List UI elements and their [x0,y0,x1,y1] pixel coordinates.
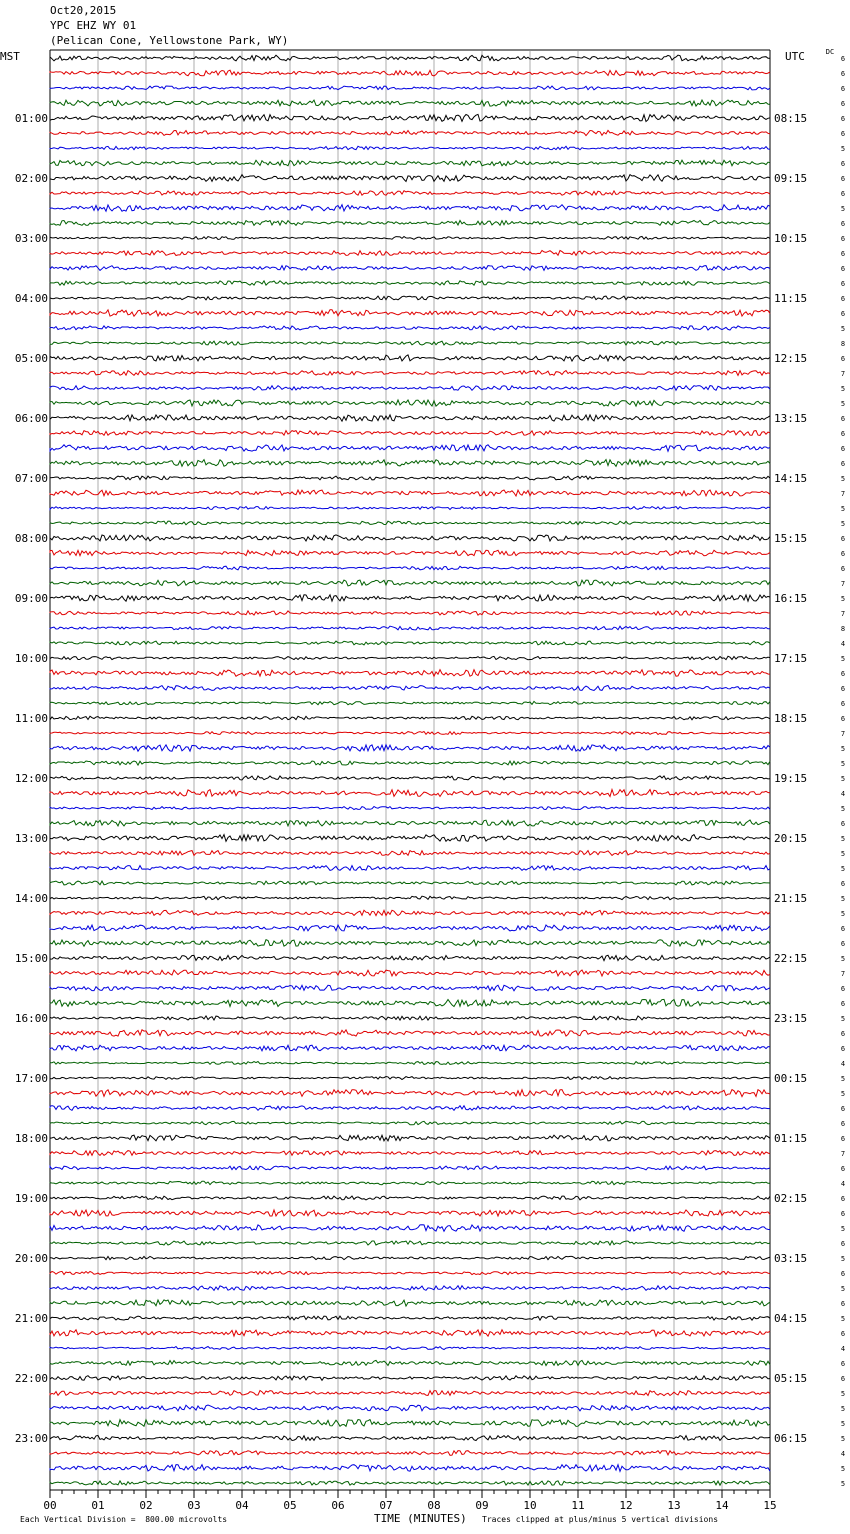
dc-offset-label: 5 [840,1315,846,1323]
hour-label-utc: 14:15 [774,472,808,485]
x-tick-label: 13 [667,1499,681,1512]
dc-offset-label: 6 [840,925,846,933]
dc-offset-label: 5 [840,1255,846,1263]
hour-label-utc: 08:15 [774,112,808,125]
header-location: (Pelican Cone, Yellowstone Park, WY) [50,34,289,47]
hour-label-utc: 21:15 [774,892,808,905]
seismic-trace [50,1196,770,1200]
dc-offset-label: 6 [840,190,846,198]
dc-offset-label: 6 [840,160,846,168]
dc-offset-label: 6 [840,220,846,228]
hour-label-utc: 04:15 [774,1312,808,1325]
hour-label-mst: 19:00 [14,1192,48,1205]
seismic-trace [50,1465,770,1472]
seismic-trace [50,1436,770,1441]
seismic-trace [50,925,770,931]
dc-offset-label: 7 [840,490,846,498]
seismic-trace [50,807,770,810]
dc-offset-label: 6 [840,1045,846,1053]
seismic-trace [50,1135,770,1141]
hour-label-mst: 03:00 [14,232,48,245]
seismic-trace [50,641,770,645]
seismic-trace [50,175,770,182]
seismic-trace [50,881,770,885]
dc-offset-label: 6 [840,1105,846,1113]
seismic-trace [50,114,770,121]
hour-label-utc: 00:15 [774,1072,808,1085]
dc-offset-label: 5 [840,1090,846,1098]
dc-offset-label: 6 [840,100,846,108]
seismic-trace [50,1347,770,1350]
seismic-trace [50,940,770,947]
dc-offset-label: 5 [840,1435,846,1443]
dc-offset-label: 5 [840,205,846,213]
seismic-trace [50,1376,770,1381]
dc-offset-label: 6 [840,1000,846,1008]
seismic-trace [50,1405,770,1411]
seismic-trace [50,191,770,196]
dc-offset-label: 6 [840,1030,846,1038]
dc-offset-label: 6 [840,820,846,828]
seismic-trace [50,386,770,391]
x-tick-label: 05 [283,1499,297,1512]
seismic-trace [50,670,770,677]
dc-offset-label: 7 [840,370,846,378]
seismic-trace [50,1451,770,1456]
dc-offset-label: 6 [840,940,846,948]
seismic-trace [50,790,770,797]
hour-label-mst: 11:00 [14,712,48,725]
dc-offset-label: 6 [840,880,846,888]
hour-label-mst: 13:00 [14,832,48,845]
seismic-trace [50,296,770,300]
dc-offset-label: 4 [840,1180,846,1188]
hour-label-mst: 10:00 [14,652,48,665]
seismic-trace [50,476,770,480]
x-tick-label: 07 [379,1499,393,1512]
dc-offset-label: 8 [840,340,846,348]
x-tick-label: 12 [619,1499,633,1512]
seismic-trace [50,820,770,826]
seismic-trace [50,70,770,76]
dc-offset-label: 5 [840,895,846,903]
hour-label-utc: 11:15 [774,292,808,305]
grid [50,50,770,1490]
dc-offset-label: 6 [840,1165,846,1173]
seismic-trace [50,701,770,704]
seismic-trace [50,1330,770,1336]
hour-label-utc: 19:15 [774,772,808,785]
seismic-trace [50,146,770,149]
seismic-trace [50,326,770,330]
dc-offset-label: 6 [840,670,846,678]
hour-label-mst: 23:00 [14,1432,48,1445]
hour-label-mst: 14:00 [14,892,48,905]
dc-offset-label: 6 [840,70,846,78]
x-tick-label: 04 [235,1499,249,1512]
hour-label-utc: 13:15 [774,412,808,425]
seismic-trace [50,1045,770,1051]
traces [50,55,770,1485]
seismic-trace [50,851,770,856]
hour-label-mst: 01:00 [14,112,48,125]
dc-offset-label: 6 [840,115,846,123]
dc-offset-label: 5 [840,910,846,918]
seismic-trace [50,55,770,61]
dc-offset-label: 5 [840,775,846,783]
dc-offset-label: 6 [840,700,846,708]
dc-offset-label: 6 [840,250,846,258]
seismic-trace [50,535,770,541]
seismic-trace [50,130,770,135]
x-tick-label: 08 [427,1499,441,1512]
seismic-trace [50,1210,770,1216]
seismic-trace [50,1181,770,1185]
dc-offset-label: 5 [840,1420,846,1428]
seismic-trace [50,566,770,570]
dc-offset-label: 5 [840,655,846,663]
dc-offset-label: 6 [840,1135,846,1143]
hour-label-utc: 10:15 [774,232,808,245]
dc-offset-label: 6 [840,355,846,363]
hour-label-utc: 12:15 [774,352,808,365]
dc-offset-label: 5 [840,1075,846,1083]
dc-offset-label: 6 [840,460,846,468]
left-timezone-label: MST [0,50,20,63]
hour-label-utc: 09:15 [774,172,808,185]
seismic-trace [50,580,770,586]
x-tick-label: 15 [763,1499,777,1512]
dc-offset-label: 6 [840,415,846,423]
dc-offset-label: 5 [840,505,846,513]
seismic-trace [50,999,770,1006]
hour-label-utc: 18:15 [774,712,808,725]
dc-offset-label: 4 [840,1345,846,1353]
dc-offset-label: 6 [840,535,846,543]
seismic-trace [50,595,770,601]
seismic-trace [50,686,770,691]
seismic-trace [50,835,770,842]
hour-label-mst: 20:00 [14,1252,48,1265]
seismic-trace [50,341,770,345]
seismic-trace [50,1481,770,1485]
seismic-trace [50,1225,770,1232]
x-axis [43,1490,776,1512]
seismic-trace [50,910,770,916]
seismic-trace [50,1391,770,1396]
dc-offset-label: 4 [840,1450,846,1458]
dc-offset-label: 5 [840,1480,846,1488]
seismic-trace [50,656,770,659]
dc-offset-label: 4 [840,640,846,648]
dc-offset-label: 7 [840,970,846,978]
seismic-trace [50,776,770,780]
hour-label-utc: 20:15 [774,832,808,845]
seismic-trace [50,1300,770,1306]
dc-offset-label: 5 [840,325,846,333]
dc-offset-label: 6 [840,130,846,138]
dc-offset-label: 5 [840,1405,846,1413]
seismic-trace [50,400,770,406]
x-tick-label: 09 [475,1499,489,1512]
seismic-trace [50,1241,770,1245]
dc-offset-label: 6 [840,175,846,183]
dc-offset-label: 6 [840,1120,846,1128]
dc-offset-label: 6 [840,310,846,318]
x-tick-label: 01 [91,1499,105,1512]
dc-offset-label: 5 [840,745,846,753]
seismic-trace [50,985,770,991]
seismic-trace [50,1062,770,1065]
dc-offset-label: 6 [840,985,846,993]
dc-offset-label: 6 [840,1240,846,1248]
seismic-trace [50,310,770,316]
seismic-trace [50,415,770,421]
seismic-trace [50,237,770,240]
dc-offset-label: 6 [840,280,846,288]
hour-label-utc: 01:15 [774,1132,808,1145]
dc-offset-label: 5 [840,1390,846,1398]
hour-label-mst: 16:00 [14,1012,48,1025]
seismic-trace [50,761,770,765]
seismic-trace [50,1166,770,1170]
dc-offset-label: 5 [840,1225,846,1233]
dc-offset-label: 5 [840,760,846,768]
hour-label-mst: 22:00 [14,1372,48,1385]
seismic-trace [50,1121,770,1124]
dc-offset-label: 6 [840,55,846,63]
seismic-trace [50,100,770,106]
seismic-trace [50,281,770,285]
seismic-trace [50,1016,770,1020]
dc-offset-label: 6 [840,685,846,693]
right-timezone-label: UTC [785,50,805,63]
hour-label-utc: 15:15 [774,532,808,545]
seismic-trace [50,611,770,615]
seismic-trace [50,1316,770,1320]
hour-label-mst: 17:00 [14,1072,48,1085]
hour-label-utc: 02:15 [774,1192,808,1205]
seismic-trace [50,732,770,735]
seismic-trace [50,1030,770,1036]
hour-label-mst: 18:00 [14,1132,48,1145]
dc-offset-label: 6 [840,430,846,438]
dc-offset-label: 5 [840,805,846,813]
dc-offset-label: 5 [840,1285,846,1293]
seismic-trace [50,460,770,467]
seismic-trace [50,866,770,871]
x-tick-label: 06 [331,1499,345,1512]
dc-offset-label: 6 [840,550,846,558]
seismic-trace [50,1256,770,1259]
dc-offset-label: 5 [840,385,846,393]
hour-label-mst: 04:00 [14,292,48,305]
dc-offset-label: 4 [840,790,846,798]
dc-offset-label: 5 [840,850,846,858]
dc-offset-label: 5 [840,595,846,603]
dc-label: DC [825,48,835,56]
hour-label-mst: 02:00 [14,172,48,185]
seismic-trace [50,431,770,436]
dc-offset-label: 5 [840,1015,846,1023]
header-date: Oct20,2015 [50,4,117,17]
x-tick-label: 14 [715,1499,729,1512]
seismic-trace [50,266,770,271]
labels [0,48,845,1488]
hour-label-mst: 08:00 [14,532,48,545]
seismic-trace [50,160,770,166]
dc-offset-label: 5 [840,475,846,483]
dc-offset-label: 6 [840,235,846,243]
hour-label-utc: 03:15 [774,1252,808,1265]
x-axis-title: TIME (MINUTES) [374,1512,467,1525]
dc-offset-label: 6 [840,1270,846,1278]
dc-offset-label: 7 [840,610,846,618]
seismic-trace [50,955,770,960]
footer-scale-note: Each Vertical Division = 800.00 microvolts [20,1515,228,1524]
hour-label-mst: 07:00 [14,472,48,485]
seismic-trace [50,507,770,510]
seismic-trace [50,86,770,90]
header-station: YPC EHZ WY 01 [50,19,137,32]
dc-offset-label: 6 [840,85,846,93]
seismic-trace [50,745,770,751]
x-tick-label: 00 [43,1499,57,1512]
dc-offset-label: 5 [840,955,846,963]
hour-label-mst: 12:00 [14,772,48,785]
seismic-trace [50,221,770,226]
x-tick-label: 03 [187,1499,201,1512]
seismic-trace [50,896,770,900]
seismic-trace [50,355,770,361]
hour-label-utc: 05:15 [774,1372,808,1385]
dc-offset-label: 7 [840,730,846,738]
seismic-trace [50,1360,770,1365]
hour-label-utc: 23:15 [774,1012,808,1025]
seismic-trace [50,371,770,376]
dc-offset-label: 8 [840,625,846,633]
seismic-trace [50,1077,770,1080]
seismic-trace [50,1286,770,1291]
seismic-trace [50,1106,770,1111]
dc-offset-label: 7 [840,1150,846,1158]
footer-clip-note: Traces clipped at plus/minus 5 vertical divisions [482,1515,719,1524]
seismic-trace [50,1271,770,1274]
dc-offset-label: 6 [840,565,846,573]
seismic-trace [50,626,770,630]
hour-label-utc: 16:15 [774,592,808,605]
dc-offset-label: 6 [840,715,846,723]
hour-label-mst: 15:00 [14,952,48,965]
dc-offset-label: 5 [840,400,846,408]
hour-label-utc: 17:15 [774,652,808,665]
seismic-trace [50,1090,770,1097]
dc-offset-label: 6 [840,1195,846,1203]
seismic-trace [50,490,770,496]
dc-offset-label: 6 [840,265,846,273]
hour-label-mst: 09:00 [14,592,48,605]
dc-offset-label: 5 [840,865,846,873]
x-tick-label: 02 [139,1499,153,1512]
dc-offset-label: 6 [840,1375,846,1383]
dc-offset-label: 6 [840,1360,846,1368]
seismic-trace [50,970,770,976]
seismic-trace [50,521,770,525]
dc-offset-label: 5 [840,520,846,528]
hour-label-mst: 06:00 [14,412,48,425]
seismic-trace [50,445,770,452]
seismic-trace [50,205,770,212]
dc-offset-label: 6 [840,1330,846,1338]
dc-offset-label: 4 [840,1060,846,1068]
x-tick-label: 11 [571,1499,585,1512]
dc-offset-label: 5 [840,145,846,153]
seismic-trace [50,716,770,720]
hour-label-mst: 21:00 [14,1312,48,1325]
dc-offset-label: 6 [840,445,846,453]
seismic-trace [50,1151,770,1156]
dc-offset-label: 6 [840,295,846,303]
hour-label-utc: 06:15 [774,1432,808,1445]
seismic-trace [50,251,770,256]
hour-label-mst: 05:00 [14,352,48,365]
seismic-trace [50,1420,770,1427]
dc-offset-label: 7 [840,580,846,588]
dc-offset-label: 6 [840,1210,846,1218]
dc-offset-label: 6 [840,1300,846,1308]
dc-offset-label: 5 [840,835,846,843]
dc-offset-label: 5 [840,1465,846,1473]
hour-label-utc: 22:15 [774,952,808,965]
seismic-trace [50,550,770,555]
x-tick-label: 10 [523,1499,537,1512]
